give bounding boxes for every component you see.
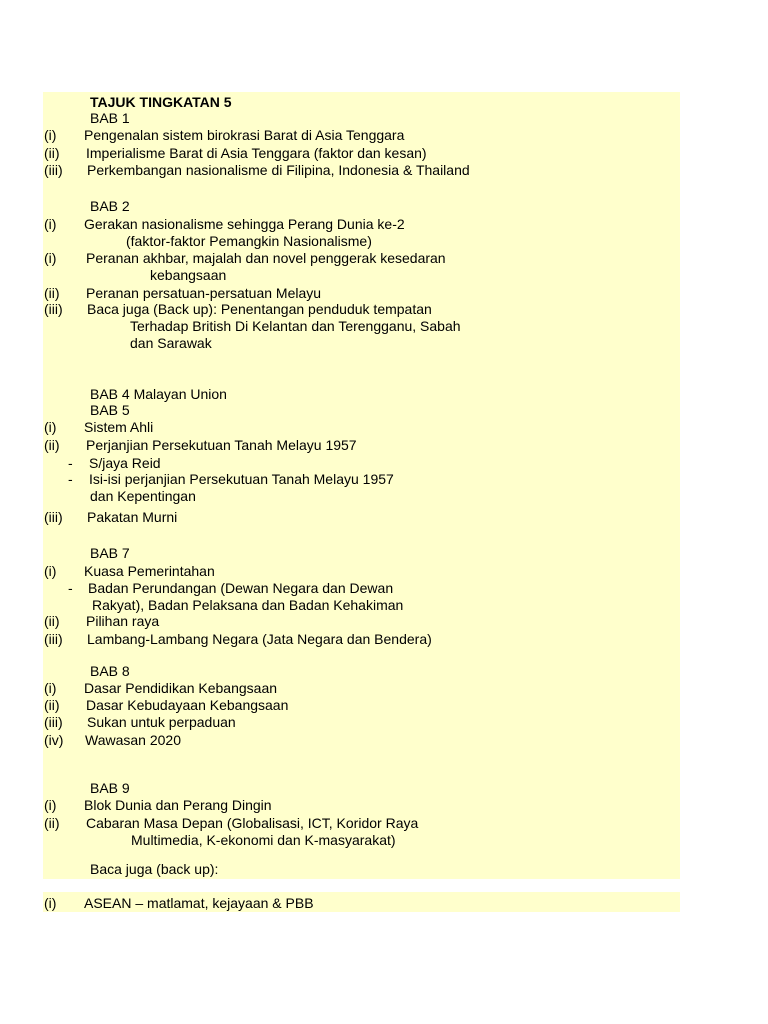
list-item-text: Wawasan 2020 <box>85 732 181 748</box>
list-item-text: Pilihan raya <box>86 613 160 629</box>
list-item-text: Baca juga (Back up): Penentangan penduduk tempatan <box>87 301 432 317</box>
bab9-backup-note: Baca juga (back up): <box>90 861 219 877</box>
list-item-text: Pakatan Murni <box>87 509 178 525</box>
bab2-heading: BAB 2 <box>90 198 130 214</box>
list-item-text: Sistem Ahli <box>84 419 154 435</box>
list-item-continuation: Terhadap British Di Kelantan dan Terengganu, Sabah <box>130 318 461 334</box>
list-item-number: (iii) <box>44 162 63 178</box>
list-item-text: Perkembangan nasionalisme di Filipina, Indonesia & Thailand <box>87 162 470 178</box>
list-item-number: (i) <box>44 127 57 143</box>
list-item-continuation: (faktor-faktor Pemangkin Nasionalisme) <box>126 233 372 249</box>
list-item-text: Dasar Pendidikan Kebangsaan <box>84 680 278 696</box>
list-item-text: Peranan akhbar, majalah dan novel penggerak kesedaran <box>86 250 446 266</box>
list-item-continuation: dan Kepentingan <box>90 488 196 504</box>
list-item-text: S/jaya Reid <box>89 455 161 471</box>
list-item-number: (iii) <box>44 714 63 730</box>
bab9-heading: BAB 9 <box>90 780 130 796</box>
list-item-dash: - <box>68 455 73 471</box>
list-item-dash: - <box>68 580 73 596</box>
list-item-continuation: dan Sarawak <box>130 335 212 351</box>
list-item-text: Gerakan nasionalisme sehingga Perang Dunia ke-2 <box>84 216 405 232</box>
list-item-number: (iii) <box>44 509 63 525</box>
list-item-number: (i) <box>44 216 57 232</box>
bab1-heading: BAB 1 <box>90 110 130 126</box>
list-item-text: Peranan persatuan-persatuan Melayu <box>86 285 322 301</box>
list-item-continuation: Multimedia, K-ekonomi dan K-masyarakat) <box>131 832 396 848</box>
list-item-number: (i) <box>44 563 57 579</box>
list-item-number: (i) <box>44 680 57 696</box>
list-item-dash: - <box>68 471 73 487</box>
list-item-number: (ii) <box>44 437 60 453</box>
list-item-number: (i) <box>44 797 57 813</box>
bab8-heading: BAB 8 <box>90 663 130 679</box>
list-item-text: Dasar Kebudayaan Kebangsaan <box>86 697 289 713</box>
list-item-number: (i) <box>44 419 57 435</box>
list-item-text: Blok Dunia dan Perang Dingin <box>84 797 272 813</box>
list-item-text: Imperialisme Barat di Asia Tenggara (faktor dan kesan) <box>86 145 427 161</box>
list-item-number: (iv) <box>44 732 64 748</box>
bab4-heading: BAB 4 Malayan Union <box>90 386 227 402</box>
list-item-text: Sukan untuk perpaduan <box>87 714 236 730</box>
list-item-number: (i) <box>44 250 57 266</box>
list-item-continuation: Rakyat), Badan Pelaksana dan Badan Kehakiman <box>92 597 404 613</box>
list-item-number: (iii) <box>44 631 63 647</box>
bab5-heading: BAB 5 <box>90 402 130 418</box>
list-item-text: Badan Perundangan (Dewan Negara dan Dewan <box>88 580 394 596</box>
list-item-number: (ii) <box>44 613 60 629</box>
list-item-text: Isi-isi perjanjian Persekutuan Tanah Melayu 1957 <box>89 471 394 487</box>
list-item-text: Perjanjian Persekutuan Tanah Melayu 1957 <box>86 437 357 453</box>
list-item-text: Kuasa Pemerintahan <box>84 563 215 579</box>
list-item-number: (i) <box>44 895 57 911</box>
list-item-number: (ii) <box>44 145 60 161</box>
list-item-number: (ii) <box>44 815 60 831</box>
list-item-text: ASEAN – matlamat, kejayaan & PBB <box>84 895 314 911</box>
list-item-text: Lambang-Lambang Negara (Jata Negara dan Bendera) <box>87 631 432 647</box>
list-item-number: (iii) <box>44 301 63 317</box>
bab7-heading: BAB 7 <box>90 545 130 561</box>
list-item-text: Pengenalan sistem birokrasi Barat di Asia Tenggara <box>84 127 405 143</box>
list-item-number: (ii) <box>44 285 60 301</box>
list-item-number: (ii) <box>44 697 60 713</box>
list-item-text: Cabaran Masa Depan (Globalisasi, ICT, Koridor Raya <box>86 815 419 831</box>
document-title: TAJUK TINGKATAN 5 <box>90 94 232 110</box>
list-item-continuation: kebangsaan <box>150 267 227 283</box>
